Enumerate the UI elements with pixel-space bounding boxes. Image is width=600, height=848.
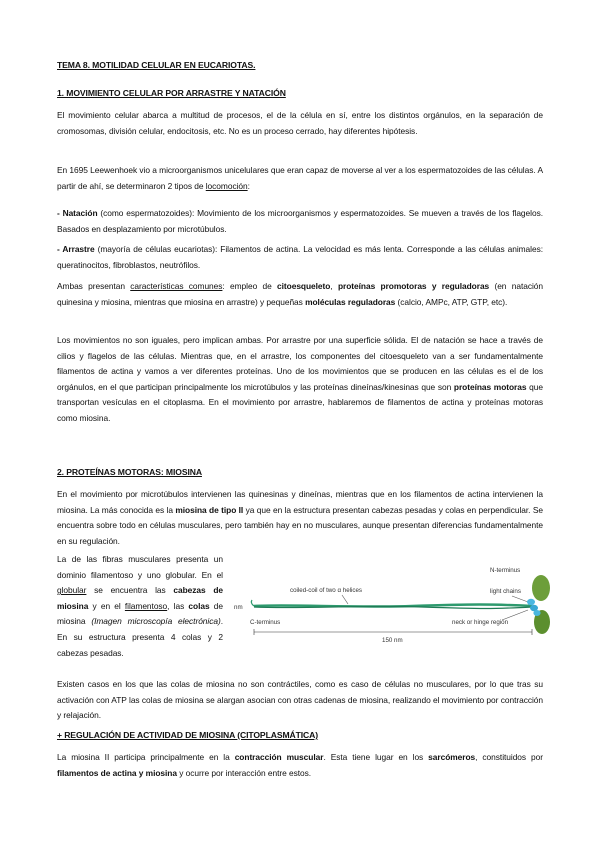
myosin-head-upper xyxy=(532,575,550,601)
section-2-paragraph-4: La miosina II participa principalmente en la contracción muscular. Esta tiene lugar en los sarcómeros, constituidos por filamentos de actina y miosina y ocurre por interacción entre estos. xyxy=(57,752,543,778)
neck-region-label: neck or hinge region xyxy=(452,619,509,626)
coiled-coil-label: coiled-coil of two α helices xyxy=(290,587,363,594)
section-2-heading: 2. PROTEÍNAS MOTORAS: MIOSINA xyxy=(57,467,202,477)
section-1-heading: 1. MOVIMIENTO CELULAR POR ARRASTRE Y NATACIÓN xyxy=(57,88,286,98)
section-1-paragraph-5: Ambas presentan características comunes: empleo de citoesqueleto, proteínas promotoras y reguladoras (en natación quinesina y miosina, mientras que miosina en arrastre) y pequeñas moléculas reguladoras (calcio, AMPc, ATP, GTP, etc). xyxy=(57,281,543,307)
arrastre-item: - Arrastre (mayoría de células eucariotas): Filamentos de actina. La velocidad es más lenta. Corresponde a las células animales: queratinocitos, fibroblastos, neutrófilos. xyxy=(57,244,543,270)
document-title: TEMA 8. MOTILIDAD CELULAR EN EUCARIOTAS. xyxy=(57,60,256,70)
light-chains-pointer xyxy=(512,596,528,602)
neck-pointer xyxy=(502,610,528,620)
regulation-subheading: + REGULACIÓN DE ACTIVIDAD DE MIOSINA (CITOPLASMÁTICA) xyxy=(57,730,319,740)
section-1-paragraph-6: Los movimientos no son iguales, pero implican ambas. Por arrastre por una superficie sólida. El de natación se hace a través de cilios y flagelos de las células. Mientras que, en el arrastre, los componentes del citoesqueleto van a ser fundamentalmente filamentos de actina y vamos a ver diferentes proteínas. Uno de los movimientos que se producen en las células es el de los orgánulos, en el que participan principalmente los microtúbulos y las proteínas dineínas/kinesinas que son proteínas motoras que transportan vesículas en el citoplasma. En el movimiento por arrastre, hablaremos de filamentos de actina y proteínas motoras como miosina. xyxy=(57,335,543,423)
natacion-item: - Natación (como espermatozoides): Movimiento de los microorganismos y espermatozoides. Se mueven a través de los flagelos. Basados en desplazamiento por microtúbulos. xyxy=(57,208,543,234)
nm-label: nm xyxy=(234,604,243,611)
locomocion-term: locomoción xyxy=(205,180,248,191)
natacion-label: - Natación xyxy=(57,208,98,218)
c-terminus-label: C-terminus xyxy=(250,619,281,626)
section-1-paragraph-2: En 1695 Leewenhoek vio a microorganismos unicelulares que eran capaz de moverse al ver a los espermatozoides de las células. A partir de ahí, se determinaron 2 tipos de locomoción: xyxy=(57,165,543,191)
n-terminus-label: N-terminus xyxy=(490,567,521,574)
section-1-paragraph-1: El movimiento celular abarca a multitud de procesos, el de la célula en sí, entre los distintos orgánulos, en la separación de cromosomas, división celular, endocitosis, etc. No es un proceso cerrado, hay diferentes hipótesis. xyxy=(57,110,543,136)
scale-length-label: 150 nm xyxy=(382,637,403,644)
c-terminus-end xyxy=(251,600,254,606)
section-2-paragraph-1: En el movimiento por microtúbulos intervienen las quinesinas y dineínas, mientras que en los filamentos de actina intervienen la miosina. La más conocida es la miosina de tipo II ya que en la estructura presentan cabezas pesadas y colas en perpendicular. Se encuentra sobre todo en células musculares, pero también hay en no musculares, aunque presentan diferencias fundamentalmente en su regulación. xyxy=(57,489,543,546)
light-chains-label: light chains xyxy=(490,588,521,595)
myosin-ii-diagram xyxy=(232,560,552,648)
section-2-paragraph-2: La de las fibras musculares presenta un dominio filamentoso y uno globular. En el globular se encuentra las cabezas de miosina y en el filamentoso, las colas de miosina (Imagen microscopía electrónica). En su estructura presenta 4 colas y 2 cabezas pesadas. xyxy=(57,554,223,658)
light-chain-3 xyxy=(533,610,540,616)
light-chain-1 xyxy=(527,599,535,605)
section-2-paragraph-3: Existen casos en los que las colas de miosina no son contráctiles, como es caso de células no musculares, por lo que tras su activación con ATP las colas de miosina se alargan asocian con otras cadenas de miosina, realizando el movimiento por contracción y relajación. xyxy=(57,679,543,721)
arrastre-label: - Arrastre xyxy=(57,244,95,254)
coiled-coil-pointer xyxy=(342,595,348,604)
